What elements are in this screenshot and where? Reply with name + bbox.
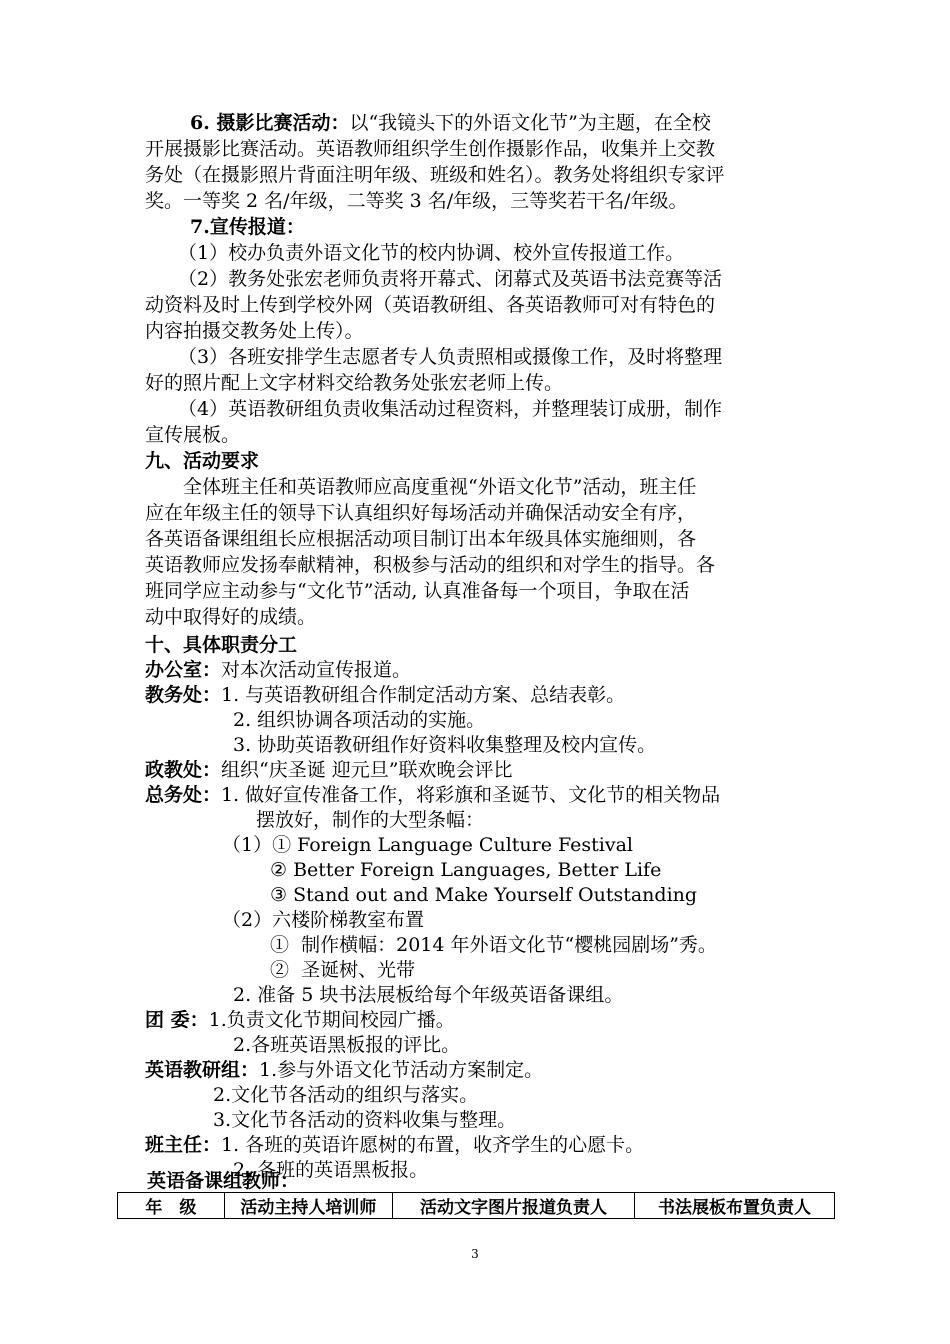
sec7-title: 7.宣传报道： bbox=[190, 216, 305, 238]
table-header-grade: 年 级 bbox=[118, 1193, 225, 1219]
office-row bbox=[145, 657, 815, 683]
academic-item-2: 2. 组织协调各项活动的实施。 bbox=[233, 709, 486, 731]
sec6-line-1 bbox=[145, 110, 815, 136]
stair-marker-2: ② bbox=[270, 959, 290, 981]
office-text: 对本次活动宣传报道。 bbox=[221, 659, 412, 681]
sec9-line-6: 动中取得好的成绩。 bbox=[145, 606, 317, 628]
sec9-line-3: 各英语备课组组长应根据活动项目制订出本年级具体实施细则，各 bbox=[145, 528, 697, 550]
league-label: 团 委： bbox=[145, 1009, 209, 1031]
prep-label: 英语备课组教师： bbox=[147, 1170, 300, 1192]
academic-row bbox=[145, 682, 815, 708]
league-row bbox=[145, 1007, 815, 1033]
banner-text-2: Better Foreign Languages, Better Life bbox=[293, 859, 662, 881]
political-text: 组织“庆圣诞 迎元旦”联欢晚会评比 bbox=[221, 759, 513, 781]
league-item-2: 2.各班英语黑板报的评比。 bbox=[233, 1034, 461, 1056]
sec7-item-3a: （3）各班安排学生志愿者专人负责照相或摄像工作，及时将整理 bbox=[178, 346, 723, 368]
table-header-row bbox=[118, 1193, 835, 1219]
stair-text-2: 圣诞树、光带 bbox=[301, 959, 416, 981]
teacher-item-1: 1. 各班的英语许愿树的布置，收齐学生的心愿卡。 bbox=[221, 1134, 645, 1156]
sec9-heading: 九、活动要求 bbox=[145, 450, 260, 472]
sec7-item-2c: 内容拍摄交教务处上传）。 bbox=[145, 320, 364, 342]
academic-label: 教务处： bbox=[145, 684, 222, 706]
english-item-1: 1.参与外语文化节活动方案制定。 bbox=[259, 1059, 544, 1081]
sec7-item-2a: （2）教务处张宏老师负责将开幕式、闭幕式及英语书法竞赛等活 bbox=[178, 268, 723, 290]
league-item-1: 1.负责文化节期间校园广播。 bbox=[208, 1009, 455, 1031]
sec6-line-2: 开展摄影比赛活动。英语教师组织学生创作摄影作品，收集并上交教 bbox=[145, 138, 716, 160]
english-label: 英语教研组： bbox=[145, 1059, 260, 1081]
banner-line-2 bbox=[270, 857, 940, 883]
banner-group-1-marker: （1）① bbox=[222, 834, 292, 856]
sec9-line-5: 班同学应主动参与“文化节”活动, 认真准备每一个项目，争取在活 bbox=[145, 580, 690, 602]
academic-item-1: 1. 与英语教研组合作制定活动方案、总结表彰。 bbox=[221, 684, 626, 706]
sec6-line-4: 奖。一等奖 2 名/年级，二等奖 3 名/年级，三等奖若干名/年级。 bbox=[145, 190, 688, 212]
sec7-item-4b: 宣传展板。 bbox=[145, 424, 241, 446]
stair-text-1: 制作横幅：2014 年外语文化节“樱桃园剧场”秀。 bbox=[301, 934, 717, 956]
political-row bbox=[145, 757, 815, 783]
stair-marker-1: ① bbox=[270, 934, 290, 956]
table-header-board-lead: 书法展板布置负责人 bbox=[635, 1193, 835, 1219]
teacher-item-2: 2. 各班的英语黑板报。 bbox=[233, 1159, 429, 1181]
sec9-line-1: 全体班主任和英语教师应高度重视“外语文化节”活动，班主任 bbox=[183, 476, 697, 498]
teacher-label: 班主任： bbox=[145, 1134, 222, 1156]
sec7-item-4a: （4）英语教研组负责收集活动过程资料，并整理装订成册，制作 bbox=[178, 398, 723, 420]
banner-line-3 bbox=[270, 882, 940, 908]
stair-line-1 bbox=[270, 932, 940, 958]
english-item-3: 3.文化节各活动的资料收集与整理。 bbox=[213, 1109, 517, 1131]
sec7-item-3b: 好的照片配上文字材料交给教务处张宏老师上传。 bbox=[145, 372, 564, 394]
sec7-item-2b: 动资料及时上传到学校外网（英语教研组、各英语教师可对有特色的 bbox=[145, 294, 716, 316]
table-header-host-trainer: 活动主持人培训师 bbox=[224, 1193, 392, 1219]
sec6-line-3: 务处（在摄影照片背面注明年级、班级和姓名）。教务处将组织专家评 bbox=[145, 164, 725, 186]
english-row bbox=[145, 1057, 815, 1083]
sec6-title: 6. 摄影比赛活动： bbox=[190, 112, 350, 134]
teacher-row bbox=[145, 1132, 815, 1158]
office-label: 办公室： bbox=[145, 659, 222, 681]
sec9-line-4: 英语教师应发扬奉献精神，积极参与活动的组织和对学生的指导。各 bbox=[145, 554, 716, 576]
general-label: 总务处： bbox=[145, 784, 222, 806]
page-number: 3 bbox=[471, 1247, 479, 1261]
duty-table bbox=[117, 1192, 835, 1219]
stair-line-2 bbox=[270, 957, 940, 983]
banner-text-1: Foreign Language Culture Festival bbox=[297, 834, 633, 856]
sec6-text-1: 以“我镜头下的外语文化节”为主题，在全校 bbox=[349, 112, 711, 134]
banner-line-1 bbox=[222, 832, 892, 858]
general-item-1a: 1. 做好宣传准备工作，将彩旗和圣诞节、文化节的相关物品 bbox=[221, 784, 721, 806]
sec7-item-1: （1）校办负责外语文化节的校内协调、校外宣传报道工作。 bbox=[178, 242, 685, 264]
table-header-report-lead: 活动文字图片报道负责人 bbox=[392, 1193, 634, 1219]
english-item-2: 2.文化节各活动的组织与落实。 bbox=[213, 1084, 479, 1106]
banner-marker-3: ③ bbox=[270, 884, 288, 906]
banner-marker-2: ② bbox=[270, 859, 288, 881]
sec9-line-2: 应在年级主任的领导下认真组织好每场活动并确保活动安全有序， bbox=[145, 502, 697, 524]
general-row bbox=[145, 782, 815, 808]
political-label: 政教处： bbox=[145, 759, 222, 781]
general-item-2: 2. 准备 5 块书法展板给每个年级英语备课组。 bbox=[233, 984, 624, 1006]
general-item-1b: 摆放好，制作的大型条幅： bbox=[256, 809, 485, 831]
stair-title: （2）六楼阶梯教室布置 bbox=[222, 909, 425, 931]
sec10-heading: 十、具体职责分工 bbox=[145, 634, 298, 656]
academic-item-3: 3. 协助英语教研组作好资料收集整理及校内宣传。 bbox=[233, 734, 657, 756]
banner-text-3: Stand out and Make Yourself Outstanding bbox=[293, 884, 698, 906]
